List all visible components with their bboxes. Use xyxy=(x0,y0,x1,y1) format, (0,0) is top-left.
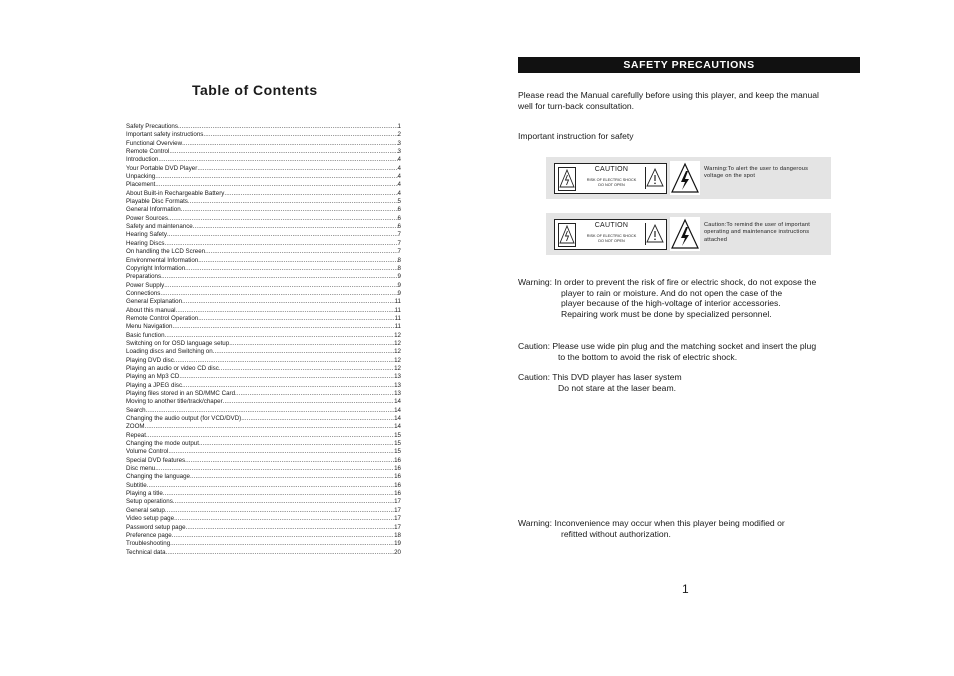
toc-entry xyxy=(126,290,401,298)
toc-entry-page: 8 xyxy=(397,264,401,272)
toc-entry-title: Playing an audio or video CD disc xyxy=(126,364,219,372)
toc-entry xyxy=(126,549,401,557)
toc-entry-title: Changing the language xyxy=(126,473,190,481)
toc-entry-page: 20 xyxy=(394,548,401,556)
toc-entry-page: 7 xyxy=(397,239,401,247)
toc-entry xyxy=(126,415,401,423)
toc-entry-page: 4 xyxy=(397,189,401,197)
toc-dot-leader xyxy=(172,323,394,331)
toc-entry-page: 12 xyxy=(394,331,401,339)
toc-entry-title: General setup xyxy=(126,506,165,514)
toc-dot-leader xyxy=(174,357,394,365)
caution-description: Caution:To remind the user of important operating and maintenance instructions attached xyxy=(704,222,811,243)
toc-entry-page: 16 xyxy=(394,490,401,498)
toc-entry-page: 15 xyxy=(394,431,401,439)
toc-entry xyxy=(126,206,401,214)
toc-entry xyxy=(126,423,401,431)
toc-entry-page: 18 xyxy=(394,531,401,539)
toc-dot-leader xyxy=(173,498,394,506)
warning-fire-line-3: player because of the high-voltage of interior accessories. xyxy=(561,298,781,308)
toc-entry-title: Troubleshooting xyxy=(126,540,171,548)
toc-dot-leader xyxy=(182,298,394,306)
toc-dot-leader xyxy=(203,131,397,139)
toc-entry xyxy=(126,198,401,206)
toc-entry-title: General Explanation xyxy=(126,298,183,306)
toc-entry-title: Hearing Discs xyxy=(126,239,165,247)
lightning-triangle-icon xyxy=(558,167,576,191)
toc-entry-title: Basic function xyxy=(126,331,165,339)
toc-list xyxy=(126,123,401,557)
toc-entry-page: 11 xyxy=(394,323,401,331)
toc-dot-leader xyxy=(165,332,395,340)
toc-entry xyxy=(126,498,401,506)
intro-paragraph xyxy=(518,90,819,111)
caution-small-text xyxy=(577,234,646,243)
toc-entry-page: 5 xyxy=(397,198,401,206)
toc-dot-leader xyxy=(165,240,398,248)
toc-entry-page: 14 xyxy=(394,406,401,414)
toc-dot-leader xyxy=(178,123,398,131)
toc-entry-title: Playable Disc Formats xyxy=(126,198,188,206)
do-not-open-text: DO NOT OPEN xyxy=(598,238,625,243)
toc-entry xyxy=(126,248,401,256)
caution-text: CAUTION xyxy=(594,166,629,173)
toc-dot-leader xyxy=(235,390,394,398)
warning-fire-line-4: Repairing work must be done by specialized personnel. xyxy=(561,308,772,319)
toc-dot-leader xyxy=(166,549,395,557)
toc-dot-leader xyxy=(155,181,397,189)
toc-entry xyxy=(126,482,401,490)
toc-entry-title: Functional Overview xyxy=(126,139,183,147)
risk-text: RISK OF ELECTRIC SHOCK xyxy=(586,178,637,182)
toc-entry-page: 9 xyxy=(397,273,401,281)
toc-dot-leader xyxy=(182,140,397,148)
toc-entry-page: 17 xyxy=(394,523,401,531)
toc-dot-leader xyxy=(219,365,394,373)
exclamation-triangle-icon xyxy=(645,167,664,189)
toc-entry-title: Repeat xyxy=(126,431,146,439)
toc-entry xyxy=(126,181,401,189)
toc-entry xyxy=(126,532,401,540)
toc-dot-leader xyxy=(146,407,395,415)
toc-entry xyxy=(126,432,401,440)
page-number: 1 xyxy=(682,582,689,596)
toc-entry-page: 11 xyxy=(394,314,401,322)
warning-fire-line-2: player to rain or moisture. And do not open the case of the xyxy=(561,287,783,298)
toc-entry xyxy=(126,382,401,390)
toc-entry-title: Remote Control xyxy=(126,148,170,156)
warning-fire-paragraph xyxy=(518,277,816,319)
toc-dot-leader xyxy=(198,315,394,323)
toc-entry-title: Menu Navigation xyxy=(126,323,173,331)
toc-entry-title: Important safety instructions xyxy=(126,131,204,139)
toc-dot-leader xyxy=(185,265,397,273)
toc-entry-page: 16 xyxy=(394,473,401,481)
toc-entry-page: 15 xyxy=(394,440,401,448)
toc-entry-page: 7 xyxy=(397,248,401,256)
toc-entry-page: 12 xyxy=(394,348,401,356)
toc-entry-title: Hearing Safety xyxy=(126,231,167,239)
caution-sticker xyxy=(554,163,667,194)
toc-dot-leader xyxy=(185,457,394,465)
toc-entry-page: 13 xyxy=(394,390,401,397)
toc-entry-title: Changing the audio output (for VCD/DVD) xyxy=(126,415,242,423)
toc-entry-title: Playing DVD disc xyxy=(126,356,174,364)
caution-plug-line-2: to the bottom to avoid the risk of electric shock. xyxy=(558,351,738,362)
toc-entry-page: 9 xyxy=(397,281,401,289)
toc-entry xyxy=(126,190,401,198)
toc-entry-page: 19 xyxy=(394,540,401,548)
toc-entry-page: 4 xyxy=(397,181,401,189)
toc-entry-title: Preference page xyxy=(126,531,172,539)
warning-fire-line-1: Warning: In order to prevent the risk of fire or electric shock, do not expose the xyxy=(518,277,817,287)
toc-dot-leader xyxy=(165,507,394,515)
toc-entry-title: Subtitle xyxy=(126,481,147,489)
toc-dot-leader xyxy=(172,532,394,540)
do-not-open-text: DO NOT OPEN xyxy=(598,182,625,187)
toc-dot-leader xyxy=(161,273,397,281)
caution-laser-paragraph xyxy=(518,372,682,393)
toc-entry-page: 17 xyxy=(394,498,401,506)
toc-entry xyxy=(126,156,401,164)
toc-entry xyxy=(126,282,401,290)
important-heading: Important instruction for safety xyxy=(518,131,634,141)
toc-entry-page: 11 xyxy=(394,306,401,314)
toc-dot-leader xyxy=(229,340,394,348)
toc-entry-page: 2 xyxy=(397,131,401,139)
toc-entry-title: Changing the mode output xyxy=(126,440,199,448)
toc-entry-page: 14 xyxy=(394,423,401,431)
lightning-triangle-icon xyxy=(558,223,576,247)
toc-entry-page: 16 xyxy=(394,481,401,489)
toc-entry-page: 6 xyxy=(397,206,401,214)
toc-dot-leader xyxy=(181,206,398,214)
warning-modify-paragraph xyxy=(518,518,785,539)
toc-dot-leader xyxy=(186,524,395,532)
toc-entry xyxy=(126,231,401,239)
toc-dot-leader xyxy=(179,373,394,381)
caution-sticker xyxy=(554,219,667,250)
toc-dot-leader xyxy=(224,190,397,198)
toc-entry xyxy=(126,165,401,173)
toc-entry xyxy=(126,357,401,365)
toc-entry-title: Moving to another title/track/chaper xyxy=(126,398,223,406)
toc-entry-page: 12 xyxy=(394,364,401,372)
toc-entry-title: Setup operations xyxy=(126,498,173,506)
toc-entry-page: 4 xyxy=(397,156,401,164)
toc-entry-title: Search xyxy=(126,406,146,414)
warning-modify-line-1: Warning: Inconvenience may occur when this player being modified or xyxy=(518,518,785,528)
toc-dot-leader xyxy=(176,307,395,315)
toc-entry xyxy=(126,315,401,323)
caution-plug-line-1: Caution: Please use wide pin plug and the matching socket and insert the plug xyxy=(518,341,817,351)
toc-entry xyxy=(126,365,401,373)
toc-entry-page: 15 xyxy=(394,448,401,456)
toc-entry xyxy=(126,123,401,131)
toc-entry-title: Video setup page xyxy=(126,515,175,523)
toc-entry-title: Unpacking xyxy=(126,173,156,181)
toc-dot-leader xyxy=(197,165,397,173)
toc-entry-title: Remote Control Operation xyxy=(126,314,199,322)
exclamation-triangle-icon xyxy=(645,223,664,245)
toc-entry xyxy=(126,540,401,548)
toc-dot-leader xyxy=(164,282,397,290)
intro-line-1: Please read the Manual carefully before using this player, and keep the manual xyxy=(518,90,819,100)
intro-line-2: well for turn-back consultation. xyxy=(518,100,635,111)
toc-dot-leader xyxy=(182,382,394,390)
caution-label-box-1 xyxy=(546,157,831,199)
caution-laser-line-2: Do not stare at the laser beam. xyxy=(558,382,676,393)
toc-entry-title: Introduction xyxy=(126,156,159,164)
toc-dot-leader xyxy=(223,398,394,406)
toc-entry-title: Playing a JPEG disc xyxy=(126,381,183,389)
toc-title: Table of Contents xyxy=(192,82,318,98)
safety-header: SAFETY PRECAUTIONS xyxy=(518,57,860,73)
toc-dot-leader xyxy=(205,248,397,256)
toc-entry xyxy=(126,507,401,515)
toc-entry xyxy=(126,215,401,223)
toc-dot-leader xyxy=(188,198,398,206)
toc-entry xyxy=(126,448,401,456)
toc-entry-title: Power Sources xyxy=(126,214,168,222)
toc-entry-title: Playing a title xyxy=(126,490,163,498)
toc-dot-leader xyxy=(169,148,397,156)
toc-dot-leader xyxy=(168,215,398,223)
toc-entry xyxy=(126,173,401,181)
toc-entry xyxy=(126,257,401,265)
toc-dot-leader xyxy=(213,348,394,356)
toc-entry-title: Safety and maintenance xyxy=(126,223,193,231)
toc-entry-page: 14 xyxy=(394,415,401,423)
toc-entry xyxy=(126,407,401,415)
toc-entry-page: 17 xyxy=(394,515,401,523)
caution-laser-line-1: Caution: This DVD player has laser system xyxy=(518,372,682,382)
toc-entry-title: Special DVD features xyxy=(126,456,186,464)
toc-entry-title: Preparations xyxy=(126,273,162,281)
lightning-triangle-icon xyxy=(670,217,700,251)
caution-plug-paragraph xyxy=(518,341,816,362)
toc-entry-title: Copyright Information xyxy=(126,264,186,272)
toc-dot-leader xyxy=(160,290,397,298)
toc-entry-page: 12 xyxy=(394,339,401,347)
toc-dot-leader xyxy=(155,173,397,181)
toc-entry-page: 16 xyxy=(394,456,401,464)
toc-dot-leader xyxy=(190,473,394,481)
toc-entry-page: 4 xyxy=(397,164,401,172)
toc-entry-page: 3 xyxy=(397,139,401,147)
toc-entry-title: About Built-in Rechargeable Battery xyxy=(126,189,225,197)
toc-entry-page: 14 xyxy=(394,398,401,406)
caution-text: CAUTION xyxy=(594,222,629,229)
toc-dot-leader xyxy=(199,440,394,448)
toc-entry xyxy=(126,265,401,273)
toc-entry-page: 3 xyxy=(397,148,401,156)
toc-entry-title: Loading discs and Switching on xyxy=(126,348,213,356)
toc-entry xyxy=(126,148,401,156)
toc-entry xyxy=(126,398,401,406)
toc-dot-leader xyxy=(193,223,398,231)
toc-entry xyxy=(126,465,401,473)
toc-entry-page: 4 xyxy=(397,173,401,181)
toc-entry-title: Playing an Mp3 CD xyxy=(126,373,180,381)
toc-entry xyxy=(126,223,401,231)
toc-entry xyxy=(126,298,401,306)
warning-description: Warning:To alert the user to dangerous voltage on the spot xyxy=(704,166,809,180)
toc-entry-title: Technical data xyxy=(126,548,166,556)
toc-entry-title: Placement xyxy=(126,181,156,189)
toc-entry-page: 11 xyxy=(394,298,401,306)
toc-dot-leader xyxy=(170,540,394,548)
lightning-triangle-icon xyxy=(670,161,700,195)
toc-dot-leader xyxy=(145,423,395,431)
toc-entry-page: 13 xyxy=(394,381,401,389)
toc-entry-page: 6 xyxy=(397,223,401,231)
toc-entry-page: 6 xyxy=(397,214,401,222)
toc-entry-title: Playing files stored in an SD/MMC Card xyxy=(126,390,236,397)
toc-entry xyxy=(126,515,401,523)
caution-small-text xyxy=(577,178,646,187)
toc-entry xyxy=(126,240,401,248)
toc-dot-leader xyxy=(198,257,397,265)
toc-entry-title: General Information xyxy=(126,206,181,214)
toc-entry-title: Connections xyxy=(126,289,161,297)
toc-dot-leader xyxy=(241,415,394,423)
toc-entry xyxy=(126,524,401,532)
toc-entry xyxy=(126,307,401,315)
toc-entry xyxy=(126,473,401,481)
toc-entry-title: ZOOM xyxy=(126,423,145,431)
toc-entry-title: Safety Precautions xyxy=(126,123,178,130)
toc-entry-title: Password setup page xyxy=(126,523,186,531)
toc-dot-leader xyxy=(174,515,394,523)
toc-entry-title: Power Supply xyxy=(126,281,165,289)
toc-entry xyxy=(126,332,401,340)
toc-entry xyxy=(126,348,401,356)
toc-entry xyxy=(126,373,401,381)
toc-entry xyxy=(126,440,401,448)
toc-entry-page: 12 xyxy=(394,356,401,364)
caution-label-box-2 xyxy=(546,213,831,255)
toc-entry-title: Environmental Information xyxy=(126,256,199,264)
warning-modify-line-2: refitted without authorization. xyxy=(561,528,671,539)
toc-dot-leader xyxy=(155,465,394,473)
toc-entry xyxy=(126,131,401,139)
toc-entry xyxy=(126,390,401,398)
toc-entry xyxy=(126,340,401,348)
toc-entry-page: 7 xyxy=(397,231,401,239)
toc-entry-title: On handling the LCD Screen xyxy=(126,248,206,256)
toc-entry-page: 8 xyxy=(397,256,401,264)
toc-dot-leader xyxy=(163,490,394,498)
toc-entry-title: About this manual xyxy=(126,306,176,314)
toc-dot-leader xyxy=(168,448,394,456)
toc-entry xyxy=(126,273,401,281)
toc-entry-page: 17 xyxy=(394,506,401,514)
risk-text: RISK OF ELECTRIC SHOCK xyxy=(586,234,637,238)
toc-entry-page: 1 xyxy=(397,123,401,130)
toc-entry xyxy=(126,323,401,331)
toc-entry-title: Switching on for OSD language setup xyxy=(126,339,230,347)
toc-entry-title: Disc menu xyxy=(126,465,156,473)
toc-entry-page: 16 xyxy=(394,465,401,473)
toc-entry-page: 13 xyxy=(394,373,401,381)
toc-entry-title: Volume Control xyxy=(126,448,169,456)
toc-entry xyxy=(126,490,401,498)
toc-dot-leader xyxy=(147,482,394,490)
toc-dot-leader xyxy=(146,432,394,440)
toc-dot-leader xyxy=(167,231,398,239)
toc-dot-leader xyxy=(158,156,397,164)
toc-entry xyxy=(126,457,401,465)
toc-entry xyxy=(126,140,401,148)
toc-entry-page: 9 xyxy=(397,289,401,297)
toc-entry-title: Your Portable DVD Player xyxy=(126,164,198,172)
